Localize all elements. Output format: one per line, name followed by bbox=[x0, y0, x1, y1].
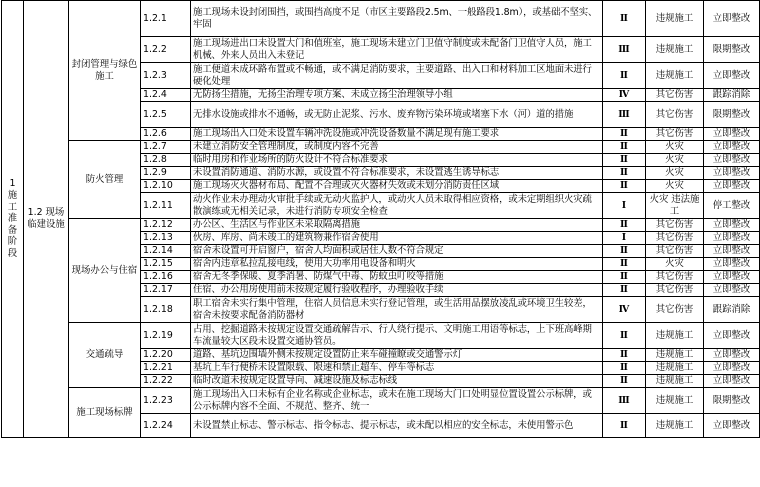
accident-type: 火灾 bbox=[646, 154, 704, 167]
risk-level: Ⅱ bbox=[603, 323, 646, 349]
item-number: 1.2.21 bbox=[141, 362, 191, 375]
hazard-description: 住宿、办公用房使用前未按规定履行验收程序，办理验收手续 bbox=[191, 284, 603, 297]
risk-level: Ⅱ bbox=[603, 141, 646, 154]
accident-type: 其它伤害 bbox=[646, 102, 704, 128]
hazard-description: 基坑上车行便桥未设置限载、限速和禁止超车、停车等标志 bbox=[191, 362, 603, 375]
item-number: 1.2.13 bbox=[141, 232, 191, 245]
risk-level: Ⅱ bbox=[603, 258, 646, 271]
control-measure: 跟踪消除 bbox=[704, 297, 760, 323]
hazard-description: 未设置消防通道、消防水源，或设置不符合标准要求，未设置逃生诱导标志 bbox=[191, 167, 603, 180]
control-measure: 立即整改 bbox=[704, 284, 760, 297]
risk-level: Ⅱ bbox=[603, 245, 646, 258]
accident-type: 违规施工 bbox=[646, 63, 704, 89]
control-measure: 立即整改 bbox=[704, 154, 760, 167]
item-number: 1.2.9 bbox=[141, 167, 191, 180]
accident-type: 火灾 bbox=[646, 180, 704, 193]
item-number: 1.2.2 bbox=[141, 37, 191, 63]
accident-type: 其它伤害 bbox=[646, 271, 704, 284]
hazard-description: 施工现场出入口未标有企业名称或企业标志，或未在施工现场大门口处明显位置设置公示标牌，或公示标牌内容不全面、不规范、整齐、统一 bbox=[191, 388, 603, 414]
group-name-cell: 现场办公与住宿 bbox=[69, 219, 141, 323]
category-1-cell: 1 施工准备阶段 bbox=[2, 1, 24, 438]
accident-type: 违规施工 bbox=[646, 362, 704, 375]
item-number: 1.2.17 bbox=[141, 284, 191, 297]
risk-level: Ⅱ bbox=[603, 1, 646, 37]
table-row bbox=[2, 219, 760, 232]
category-2-cell: 1.2 现场临建设施 bbox=[24, 1, 69, 438]
item-number: 1.2.12 bbox=[141, 219, 191, 232]
risk-level: Ⅱ bbox=[603, 167, 646, 180]
control-measure: 立即整改 bbox=[704, 180, 760, 193]
control-measure: 限期整改 bbox=[704, 102, 760, 128]
item-number: 1.2.14 bbox=[141, 245, 191, 258]
item-number: 1.2.24 bbox=[141, 414, 191, 438]
table-row bbox=[2, 388, 760, 414]
control-measure: 立即整改 bbox=[704, 1, 760, 37]
accident-type: 违规施工 bbox=[646, 388, 704, 414]
control-measure: 立即整改 bbox=[704, 362, 760, 375]
accident-type: 违规施工 bbox=[646, 37, 704, 63]
control-measure: 立即整改 bbox=[704, 323, 760, 349]
risk-level: Ⅱ bbox=[603, 284, 646, 297]
control-measure: 限期整改 bbox=[704, 388, 760, 414]
control-measure: 停工整改 bbox=[704, 193, 760, 219]
item-number: 1.2.23 bbox=[141, 388, 191, 414]
control-measure: 跟踪消除 bbox=[704, 89, 760, 102]
accident-type: 其它伤害 bbox=[646, 219, 704, 232]
accident-type: 火灾 违法施工 bbox=[646, 193, 704, 219]
accident-type: 火灾 bbox=[646, 258, 704, 271]
item-number: 1.2.8 bbox=[141, 154, 191, 167]
item-number: 1.2.20 bbox=[141, 349, 191, 362]
item-number: 1.2.15 bbox=[141, 258, 191, 271]
accident-type: 其它伤害 bbox=[646, 284, 704, 297]
accident-type: 违规施工 bbox=[646, 375, 704, 388]
control-measure: 立即整改 bbox=[704, 167, 760, 180]
hazard-description: 施工现场灭火器材布局、配置不合理或灭火器材失效或未划分消防责任区域 bbox=[191, 180, 603, 193]
hazard-description: 未设置禁止标志、警示标志、指令标志、提示标志，或未配以相应的安全标志，未使用警示色 bbox=[191, 414, 603, 438]
hazard-description: 临时用房和作业场所的防火设计不符合标准要求 bbox=[191, 154, 603, 167]
hazard-description: 宿舍无冬季保暖、夏季消暑、防煤气中毒、防蚊虫叮咬等措施 bbox=[191, 271, 603, 284]
risk-level: Ⅱ bbox=[603, 63, 646, 89]
item-number: 1.2.4 bbox=[141, 89, 191, 102]
control-measure: 限期整改 bbox=[704, 37, 760, 63]
table-row bbox=[2, 323, 760, 349]
item-number: 1.2.22 bbox=[141, 375, 191, 388]
hazard-description: 施工现场未设封闭围挡，或围挡高度不足（市区主要路段2.5m、一般路段1.8m），或基础不坚实、牢固 bbox=[191, 1, 603, 37]
hazard-table bbox=[1, 0, 760, 438]
item-number: 1.2.3 bbox=[141, 63, 191, 89]
item-number: 1.2.1 bbox=[141, 1, 191, 37]
accident-type: 违规施工 bbox=[646, 414, 704, 438]
risk-level: Ⅲ bbox=[603, 388, 646, 414]
item-number: 1.2.5 bbox=[141, 102, 191, 128]
control-measure: 立即整改 bbox=[704, 141, 760, 154]
accident-type: 违规施工 bbox=[646, 1, 704, 37]
risk-level: Ⅰ bbox=[603, 193, 646, 219]
risk-level: Ⅰ bbox=[603, 232, 646, 245]
control-measure: 立即整改 bbox=[704, 258, 760, 271]
accident-type: 违规施工 bbox=[646, 323, 704, 349]
group-name-cell: 封闭管理与绿色施工 bbox=[69, 1, 141, 141]
control-measure: 立即整改 bbox=[704, 271, 760, 284]
control-measure: 立即整改 bbox=[704, 128, 760, 141]
accident-type: 其它伤害 bbox=[646, 89, 704, 102]
hazard-description: 占用、挖掘道路未按规定设置交通疏解告示、行人绕行提示、文明施工用语等标志，上下班高峰期车流量较大区段未设置交通协管员。 bbox=[191, 323, 603, 349]
control-measure: 立即整改 bbox=[704, 63, 760, 89]
hazard-description: 动火作业未办理动火审批手续或无动火监护人，或动火人员未取得相应资格，或未定期组织火灾疏散演练或无相关记录，未进行消防专项安全检查 bbox=[191, 193, 603, 219]
hazard-description: 职工宿舍未实行集中管理，住宿人员信息未实行登记管理，或生活用品摆放凌乱或环境卫生较差，宿舍未按要求配备消防器材 bbox=[191, 297, 603, 323]
accident-type: 其它伤害 bbox=[646, 297, 704, 323]
hazard-description: 无防扬尘措施，无扬尘治理专项方案、未成立扬尘治理领导小组 bbox=[191, 89, 603, 102]
hazard-description: 无排水设施或排水不通畅，或无防止泥浆、污水、废弃物污染环境或堵塞下水（河）道的措施 bbox=[191, 102, 603, 128]
risk-level: Ⅱ bbox=[603, 349, 646, 362]
accident-type: 其它伤害 bbox=[646, 128, 704, 141]
item-number: 1.2.11 bbox=[141, 193, 191, 219]
group-name-cell: 交通疏导 bbox=[69, 323, 141, 388]
group-name-cell: 防火管理 bbox=[69, 141, 141, 219]
group-name-cell: 施工现场标牌 bbox=[69, 388, 141, 438]
risk-level: Ⅱ bbox=[603, 271, 646, 284]
table-row bbox=[2, 1, 760, 37]
accident-type: 火灾 bbox=[646, 167, 704, 180]
risk-level: Ⅳ bbox=[603, 297, 646, 323]
item-number: 1.2.6 bbox=[141, 128, 191, 141]
risk-level: Ⅱ bbox=[603, 128, 646, 141]
hazard-description: 宿舍未设置可开启窗户，宿舍人均面积或居住人数不符合规定 bbox=[191, 245, 603, 258]
accident-type: 火灾 bbox=[646, 141, 704, 154]
hazard-description: 伙房、库房、尚未竣工的建筑物兼作宿舍使用 bbox=[191, 232, 603, 245]
hazard-description: 施工现场出入口处未设置车辆冲洗设施或冲洗设备数量不满足现有施工要求 bbox=[191, 128, 603, 141]
hazard-description: 未建立消防安全管理制度，或制度内容不完善 bbox=[191, 141, 603, 154]
accident-type: 其它伤害 bbox=[646, 245, 704, 258]
item-number: 1.2.19 bbox=[141, 323, 191, 349]
hazard-description: 临时改道未按规定设置导向、减速设施及标志标线 bbox=[191, 375, 603, 388]
risk-level: Ⅱ bbox=[603, 180, 646, 193]
accident-type: 其它伤害 bbox=[646, 232, 704, 245]
control-measure: 立即整改 bbox=[704, 219, 760, 232]
risk-level: Ⅱ bbox=[603, 154, 646, 167]
hazard-description: 施工现场进出口未设置大门和值班室，施工现场未建立门卫值守制度或未配备门卫值守人员，施工机械、外来人员出入未登记 bbox=[191, 37, 603, 63]
control-measure: 立即整改 bbox=[704, 245, 760, 258]
risk-level: Ⅱ bbox=[603, 362, 646, 375]
control-measure: 立即整改 bbox=[704, 349, 760, 362]
item-number: 1.2.10 bbox=[141, 180, 191, 193]
risk-level: Ⅱ bbox=[603, 414, 646, 438]
item-number: 1.2.18 bbox=[141, 297, 191, 323]
item-number: 1.2.7 bbox=[141, 141, 191, 154]
control-measure: 立即整改 bbox=[704, 414, 760, 438]
hazard-description: 道路、基坑边围墙外侧未按规定设置防止来车碰撞瞭或交通警示灯 bbox=[191, 349, 603, 362]
accident-type: 违规施工 bbox=[646, 349, 704, 362]
hazard-description: 宿舍内违章私拉乱接电线，使用大功率用电设备和明火 bbox=[191, 258, 603, 271]
hazard-description: 施工便道未成环路布置或不畅通，或不满足消防要求，主要道路、出入口和材料加工区地面未进行硬化处理 bbox=[191, 63, 603, 89]
item-number: 1.2.16 bbox=[141, 271, 191, 284]
risk-level: Ⅳ bbox=[603, 89, 646, 102]
risk-level: Ⅱ bbox=[603, 219, 646, 232]
risk-level: Ⅲ bbox=[603, 37, 646, 63]
table-row bbox=[2, 141, 760, 154]
control-measure: 立即整改 bbox=[704, 232, 760, 245]
hazard-description: 办公区、生活区与作业区未采取隔离措施 bbox=[191, 219, 603, 232]
control-measure: 立即整改 bbox=[704, 375, 760, 388]
risk-level: Ⅲ bbox=[603, 102, 646, 128]
risk-level: Ⅱ bbox=[603, 375, 646, 388]
